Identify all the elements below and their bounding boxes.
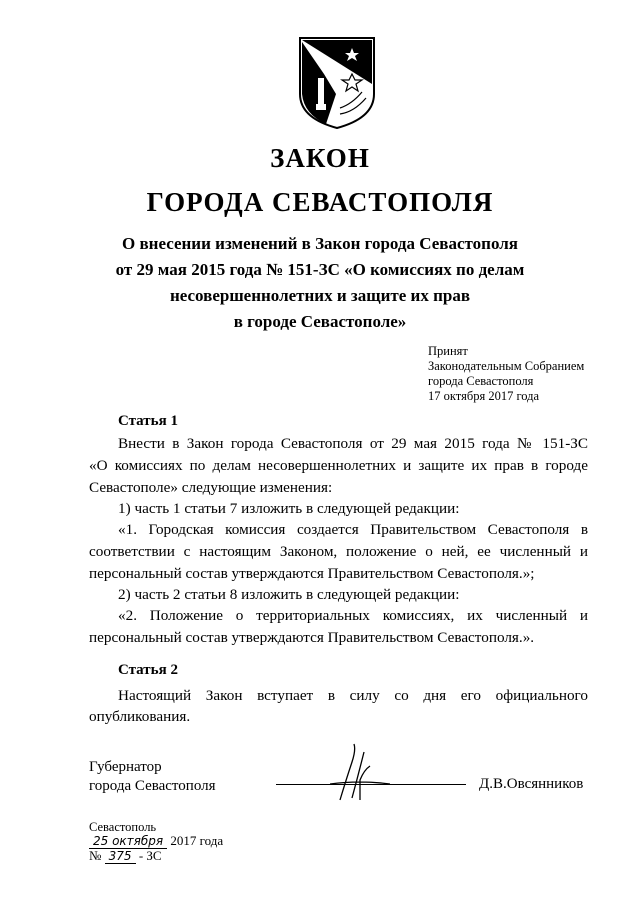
article-2-line bbox=[89, 685, 588, 707]
subtitle-line: в городе Севастополе» bbox=[233, 312, 407, 331]
text-span: Внести в Закон города Севастополя от 29 мая 2015 года № 151-ЗС bbox=[118, 435, 588, 452]
text-span: Настоящий Закон вступает в силу со дня его официального bbox=[118, 687, 588, 704]
adoption-line: Законодательным Собранием bbox=[428, 359, 585, 373]
article-2-heading: Статья 2 bbox=[118, 662, 178, 678]
issue-date bbox=[89, 833, 223, 849]
subtitle-line: О внесении изменений в Закон города Севастополя bbox=[122, 234, 518, 253]
governor-title bbox=[89, 758, 216, 796]
adoption-note bbox=[428, 344, 584, 404]
date-year: 2017 года bbox=[170, 833, 224, 848]
governor-city: города Севастополя bbox=[89, 778, 216, 794]
number-prefix: № bbox=[89, 848, 102, 863]
handwritten-date: 25 октября bbox=[89, 834, 167, 849]
text-span: 2) часть 2 статьи 8 изложить в следующей редакции: bbox=[118, 586, 460, 603]
article-1-line: «О комиссиях по делам несовершеннолетних и защите их прав в городе bbox=[89, 457, 588, 474]
issue-city: Севастополь bbox=[89, 820, 157, 834]
article-1-line: Севастополе» следующие изменения: bbox=[89, 479, 333, 496]
law-number bbox=[89, 848, 162, 864]
law-city-title: ГОРОДА СЕВАСТОПОЛЯ bbox=[146, 187, 494, 217]
article-1-line bbox=[89, 519, 588, 541]
number-suffix: - ЗС bbox=[138, 848, 162, 863]
article-1-line bbox=[89, 605, 588, 627]
text-span: «2. Положение о территориальных комиссиях, их численный и bbox=[118, 607, 588, 624]
text-span: 1) часть 1 статьи 7 изложить в следующей редакции: bbox=[118, 500, 460, 517]
article-1-line bbox=[89, 498, 588, 520]
law-title: ЗАКОН bbox=[270, 143, 370, 173]
subtitle-line: несовершеннолетних и защите их прав bbox=[169, 286, 471, 305]
signer-name: Д.В.Овсянников bbox=[479, 776, 584, 792]
article-1-line bbox=[89, 433, 588, 455]
article-1-line: персональный состав утверждаются Правительством Севастополя.»; bbox=[89, 565, 535, 582]
adoption-line: города Севастополя bbox=[428, 374, 534, 388]
adoption-date: 17 октября 2017 года bbox=[428, 389, 540, 403]
sevastopol-coat-of-arms-icon bbox=[296, 34, 378, 130]
article-1-heading: Статья 1 bbox=[118, 413, 178, 429]
article-2-line: опубликования. bbox=[89, 708, 191, 725]
handwritten-number: 375 bbox=[105, 849, 136, 864]
handwritten-signature-icon bbox=[330, 740, 390, 806]
subtitle-line: от 29 мая 2015 года № 151-ЗС «О комиссиях по делам bbox=[115, 260, 525, 279]
governor-position: Губернатор bbox=[89, 759, 162, 775]
adoption-line: Принят bbox=[428, 344, 468, 358]
text-span: «1. Городская комиссия создается Правительством Севастополя в bbox=[118, 521, 588, 538]
article-1-line: соответствии с настоящим Законом, положение о ней, ее численный и bbox=[89, 543, 588, 560]
article-1-line bbox=[89, 584, 588, 606]
article-1-line: персональный состав утверждаются Правительством Севастополя.». bbox=[89, 629, 535, 646]
